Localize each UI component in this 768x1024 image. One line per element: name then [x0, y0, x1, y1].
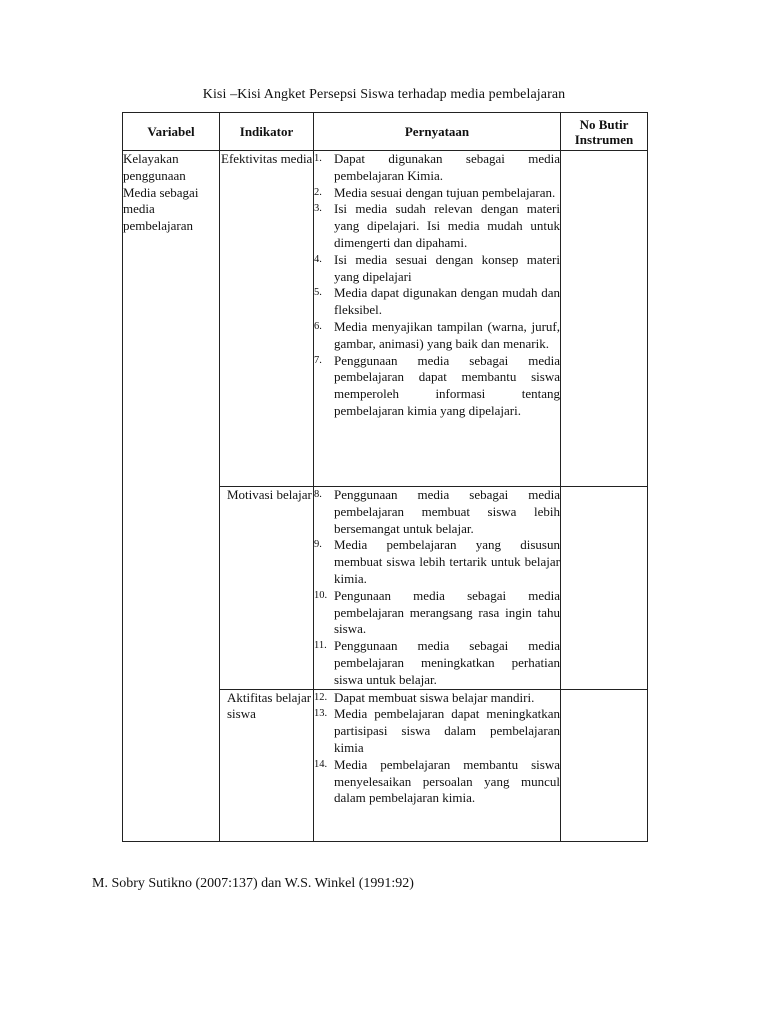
pernyataan-text: Penggunaan media sebagai media pembelajaran meningkatkan perhatian siswa untuk belajar.: [334, 638, 560, 687]
pernyataan-text: Media pembelajaran dapat meningkatkan partisipasi siswa dalam pembelajaran kimia: [334, 706, 560, 755]
no-butir-cell-motivasi: [561, 487, 648, 690]
pernyataan-text: Dapat membuat siswa belajar mandiri.: [334, 689, 535, 705]
pernyataan-item: [314, 706, 560, 756]
pernyataan-number: 13.: [314, 708, 328, 720]
pernyataan-number: 1.: [314, 153, 322, 164]
pernyataan-number: 6.: [314, 320, 322, 332]
pernyataan-number: 14.: [314, 758, 328, 770]
pernyataan-item: [314, 252, 560, 286]
pernyataan-item: [314, 757, 560, 807]
header-no-butir: No Butir Instrumen: [561, 113, 648, 151]
pernyataan-item: [314, 353, 560, 420]
pernyataan-item: [314, 185, 560, 202]
table-row-efektivitas: [123, 151, 648, 487]
pernyataan-cell-efektivitas: [314, 151, 561, 487]
pernyataan-number: 3.: [314, 203, 322, 215]
pernyataan-number: 5.: [314, 287, 322, 299]
pernyataan-item: [314, 201, 560, 251]
pernyataan-item: [314, 151, 560, 185]
pernyataan-text: Media pembelajaran yang disusun membuat siswa lebih tertarik untuk belajar kimia.: [334, 537, 560, 586]
pernyataan-text: Dapat digunakan sebagai media pembelajaran Kimia.: [334, 151, 560, 183]
pernyataan-item: [314, 319, 560, 353]
pernyataan-cell-aktifitas: [314, 689, 561, 841]
pernyataan-text: Isi media sesuai dengan konsep materi yang dipelajari: [334, 251, 560, 284]
pernyataan-number: 4.: [314, 253, 322, 265]
pernyataan-number: 9.: [314, 539, 322, 551]
pernyataan-number: 2.: [314, 186, 322, 198]
table-header-row: [123, 113, 648, 151]
indikator-aktifitas: Aktifitas belajar siswa: [220, 689, 314, 841]
pernyataan-text: Media pembelajaran membantu siswa menyelesaikan persoalan yang muncul dalam pembelajaran kimia.: [334, 756, 560, 806]
header-variabel: Variabel: [123, 113, 220, 151]
pernyataan-cell-motivasi: [314, 487, 561, 690]
indikator-motivasi: Motivasi belajar: [220, 487, 314, 690]
no-butir-cell-efektivitas: [561, 151, 648, 487]
pernyataan-text: Media menyajikan tampilan (warna, juruf, gambar, animasi) yang baik dan menarik.: [334, 318, 560, 351]
pernyataan-item: [314, 588, 560, 638]
document-title: Kisi –Kisi Angket Persepsi Siswa terhadap media pembelajaran: [202, 87, 566, 102]
pernyataan-number: 11.: [314, 640, 327, 652]
header-pernyataan: Pernyataan: [314, 113, 561, 151]
pernyataan-item: [314, 487, 560, 537]
pernyataan-item: [314, 537, 560, 587]
kisi-table: [122, 112, 648, 842]
pernyataan-text: Isi media sudah relevan dengan materi yang dipelajari. Isi media mudah untuk dimengerti dan dipahami.: [334, 201, 560, 250]
indikator-efektivitas: Efektivitas media: [220, 151, 314, 487]
no-butir-cell-aktifitas: [561, 689, 648, 841]
pernyataan-item: [314, 285, 560, 319]
pernyataan-number: 10.: [314, 589, 328, 601]
source-citation: M. Sobry Sutikno (2007:137) dan W.S. Winkel (1991:92): [92, 876, 414, 891]
pernyataan-text: Media sesuai dengan tujuan pembelajaran.: [334, 184, 556, 200]
pernyataan-text: Media dapat digunakan dengan mudah dan fleksibel.: [334, 285, 560, 318]
variabel-cell: Kelayakan penggunaan Media sebagai media pembelajaran: [123, 151, 220, 842]
pernyataan-item: [314, 638, 560, 688]
pernyataan-item: [314, 690, 560, 707]
pernyataan-number: 12.: [314, 691, 328, 703]
pernyataan-number: 8.: [314, 489, 322, 500]
header-indikator: Indikator: [220, 113, 314, 151]
pernyataan-text: Penggunaan media sebagai media pembelajaran dapat membantu siswa memperoleh informasi tentang pembelajaran kimia yang dipelajari.: [334, 352, 560, 418]
pernyataan-text: Pengunaan media sebagai media pembelajaran merangsang rasa ingin tahu siswa.: [334, 587, 560, 637]
pernyataan-text: Penggunaan media sebagai media pembelajaran membuat siswa lebih bersemangat untuk belajar.: [334, 487, 560, 536]
pernyataan-number: 7.: [314, 354, 322, 366]
